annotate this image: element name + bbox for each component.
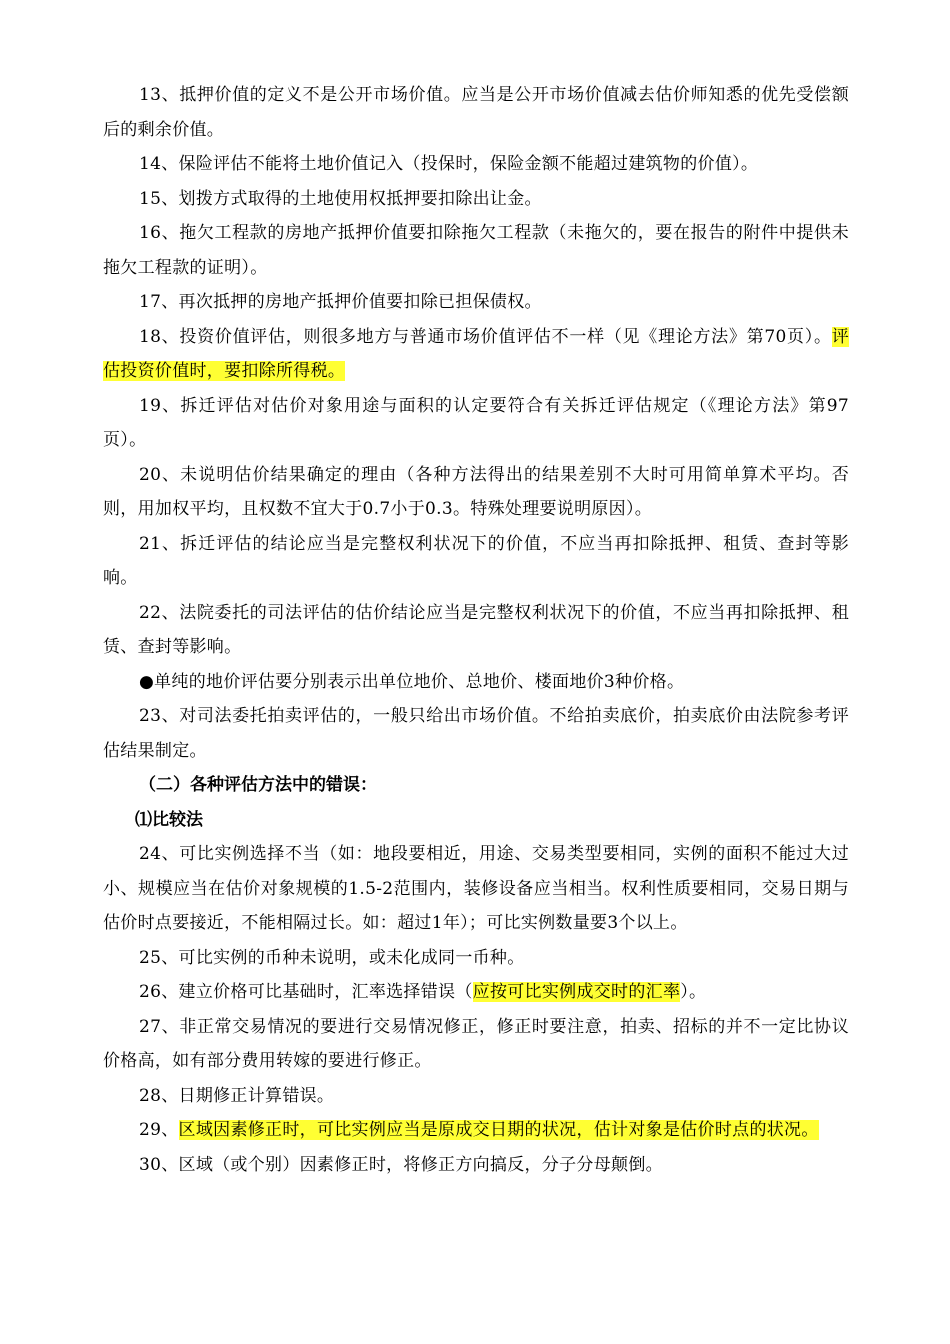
item-15: 15、划拨方式取得的土地使用权抵押要扣除出让金。: [139, 188, 542, 209]
section-heading: （二）各种评估方法中的错误：: [139, 775, 377, 795]
bullet-item: ●单纯的地价评估要分别表示出单位地价、总地价、楼面地价3种价格。: [139, 671, 685, 692]
item-17: 17、再次抵押的房地产抵押价值要扣除已担保债权。: [139, 292, 542, 312]
item-29-pre: 29、: [139, 1120, 179, 1140]
item-14: 14、保险评估不能将土地价值记入（投保时，保险金额不能超过建筑物的价值）。: [139, 154, 759, 174]
document-page: [103, 78, 849, 1182]
item-19: 19、拆迁评估对估价对象用途与面积的认定要符合有关拆迁评估规定（《理论方法》第97页）。: [103, 395, 849, 450]
item-26-pre: 26、建立价格可比基础时，汇率选择错误（: [139, 982, 473, 1002]
item-26: [103, 975, 849, 1010]
item-22: 22、法院委托的司法评估的估价结论应当是完整权利状况下的价值，不应当再扣除抵押、租赁、查封等影响。: [103, 602, 849, 657]
item-21: 21、拆迁评估的结论应当是完整权利状况下的价值，不应当再扣除抵押、租赁、查封等影响。: [103, 533, 849, 588]
subsection-heading: ⑴比较法: [135, 809, 203, 830]
item-26-highlight: 应按可比实例成交时的汇率: [472, 982, 681, 1002]
item-13: 13、抵押价值的定义不是公开市场价值。应当是公开市场价值减去估价师知悉的优先受偿额后的剩余价值。: [103, 85, 849, 140]
item-26-post: ）。: [680, 982, 707, 1002]
item-30: 30、区域（或个别）因素修正时，将修正方向搞反，分子分母颠倒。: [139, 1154, 663, 1175]
item-23: 23、对司法委托拍卖评估的，一般只给出市场价值。不给拍卖底价，拍卖底价由法院参考评估结果制定。: [103, 706, 849, 761]
item-25: 25、可比实例的币种未说明，或未化成同一币种。: [139, 947, 525, 968]
item-18-text: 18、投资价值评估，则很多地方与普通市场价值评估不一样（见《理论方法》第70页）。: [139, 326, 832, 347]
item-29: [103, 1113, 849, 1148]
item-24: 24、可比实例选择不当（如：地段要相近，用途、交易类型要相同，实例的面积不能过大过小、规模应当在估价对象规模的1.5-2范围内，装修设备应当相当。权利性质要相同，交易日期与估价时点要接近，不能相隔过长。如：超过1年）；可比实例数量要3个以上。: [103, 844, 849, 933]
item-16: 16、拖欠工程款的房地产抵押价值要扣除拖欠工程款（未拖欠的，要在报告的附件中提供未拖欠工程款的证明）。: [103, 223, 849, 278]
item-29-highlight: 区域因素修正时，可比实例应当是原成交日期的状况，估计对象是估价时点的状况。: [178, 1120, 819, 1140]
item-18-highlight: 评估投资价值时，要扣除所得税。: [103, 326, 849, 381]
item-18: [103, 320, 849, 389]
item-27: 27、非正常交易情况的要进行交易情况修正，修正时要注意，拍卖、招标的并不一定比协议价格高，如有部分费用转嫁的要进行修正。: [103, 1016, 849, 1071]
item-20: 20、未说明估价结果确定的理由（各种方法得出的结果差别不大时可用简单算术平均。否则，用加权平均，且权数不宜大于0.7小于0.3。特殊处理要说明原因）。: [103, 464, 849, 519]
item-28: 28、日期修正计算错误。: [139, 1085, 335, 1106]
